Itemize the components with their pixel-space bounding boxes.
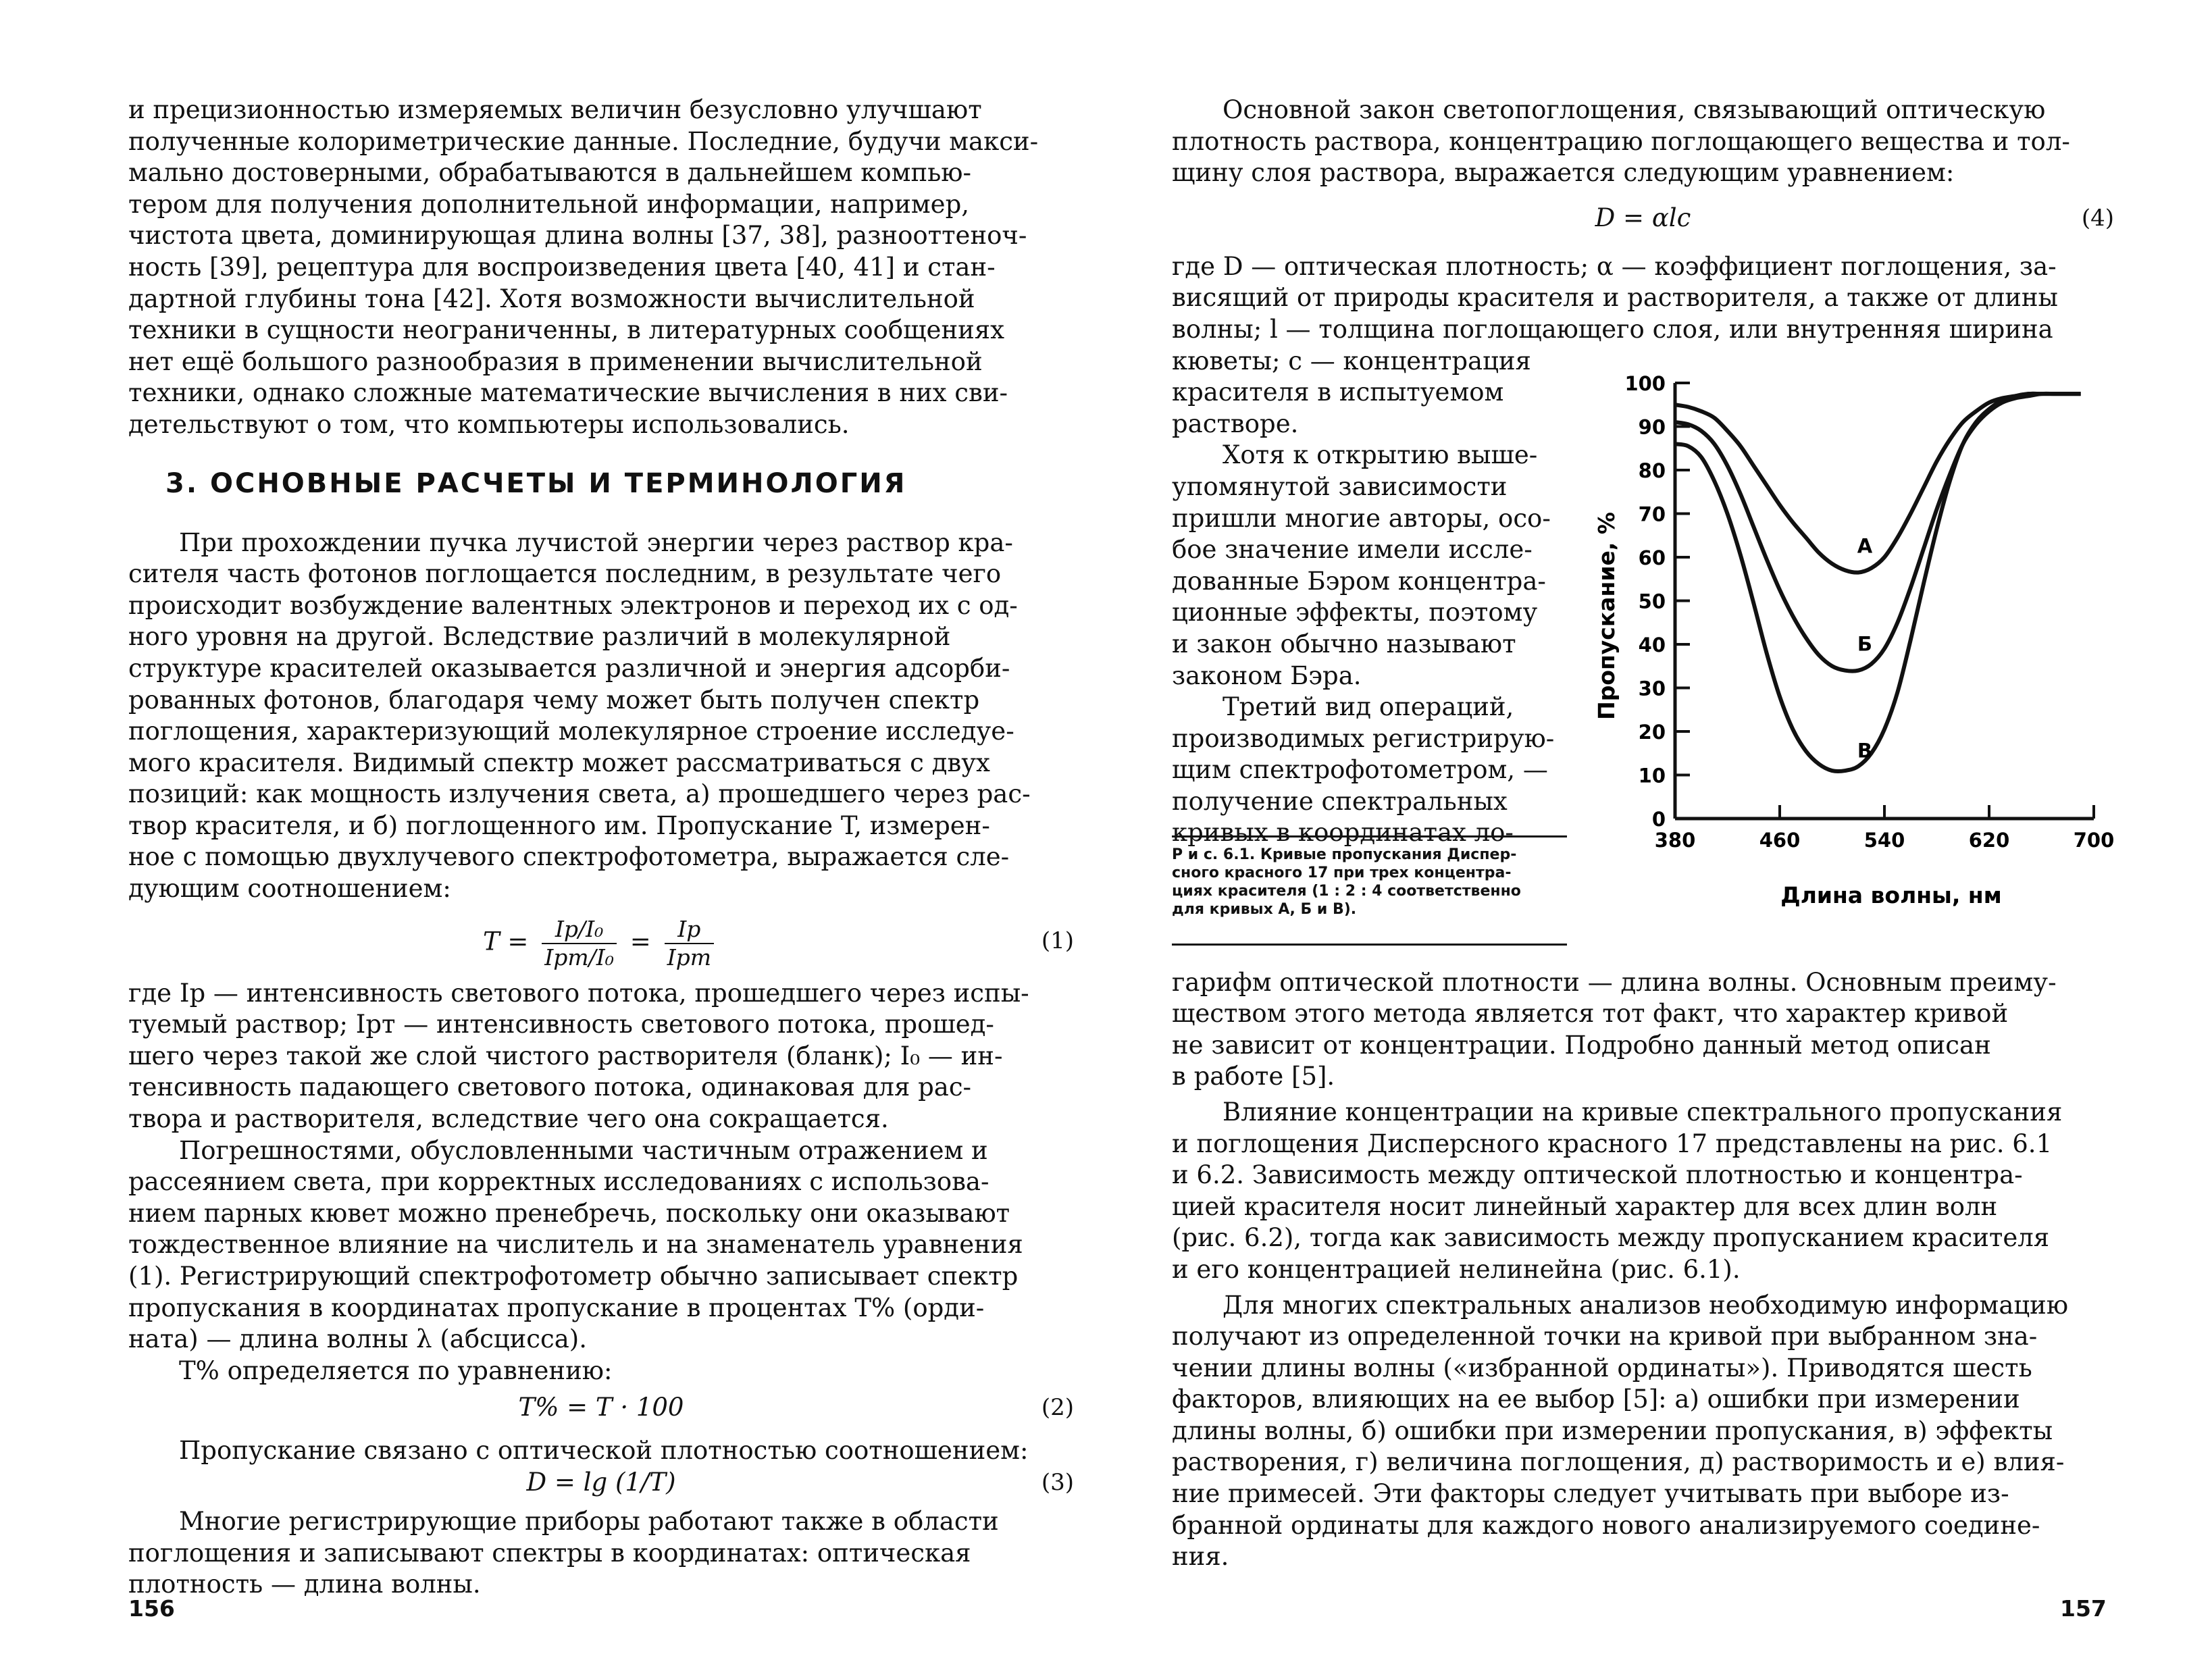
- equation-4: [1172, 203, 2114, 236]
- left-page: [128, 95, 1074, 1601]
- y-tick-label: 0: [1651, 807, 1666, 831]
- y-tick-label: 10: [1638, 764, 1666, 788]
- equation-1: [128, 910, 1074, 973]
- y-tick-label: 50: [1638, 590, 1666, 613]
- series-line-Б: [1675, 393, 2081, 671]
- caption-rule-top: [1172, 835, 1567, 837]
- eq1-fraction-2: [665, 916, 714, 971]
- equation-2: [128, 1392, 1074, 1426]
- eq1-f2-numerator: Iр: [665, 916, 714, 944]
- eq1-lhs: T =: [482, 927, 529, 956]
- y-tick-label: 40: [1638, 633, 1666, 656]
- x-tick-label: 460: [1759, 828, 1801, 852]
- curve-label: А: [1857, 534, 1873, 558]
- chart-x-axis-label: Длина волны, нм: [1780, 881, 2002, 908]
- caption-rule-bottom: [1172, 944, 1567, 946]
- paragraph-beam: При прохождении пучка лучистой энергии через раствор кра- сителя часть фотонов поглощается последним, в результате чего происходит возбуждение валентных электронов и переход их с од- ного уровня на другой. Вследствие различий в молекулярной структуре красителей оказывается различной и энергия адсорби- рованных фотонов, благодаря чему может быть получен спектр поглощения, характеризующий молекулярное строение исследуе- мого красителя. Видимый спектр может рассматриваться с двух позиций: как мощность излучения света, а) прошедшего через рас- твор красителя, и б) поглощенного им. Пропускание T, измерен- ное с помощью двухлучевого спектрофотометра, выражается сле- дующим соотношением:: [128, 527, 1031, 904]
- y-tick-label: 90: [1638, 415, 1666, 439]
- y-tick-label: 70: [1638, 502, 1666, 526]
- chart-y-axis-label: Пропускание, %: [1593, 511, 1620, 720]
- page-number-left: 156: [128, 1595, 175, 1622]
- eq1-f1-numerator: Iр/I₀: [542, 916, 617, 944]
- paragraph-law: Основной закон светопоглощения, связывающий оптическую плотность раствора, концентрацию поглощающего вещества и тол- щину слоя раствора, выражается следующим уравнением:: [1172, 95, 2070, 188]
- chart-series: [1675, 393, 2081, 771]
- section-heading: 3. ОСНОВНЫЕ РАСЧЕТЫ И ТЕРМИНОЛОГИЯ: [165, 467, 907, 499]
- x-tick-label: 700: [2073, 828, 2114, 852]
- paragraph-beer: Хотя к открытию выше- упомянутой зависимости пришли многие авторы, осо- бое значение имели иссле- дованные Бэром концентра- ционные эффекты, поэтому и закон обычно называют законом Бэра.: [1172, 440, 1551, 690]
- y-tick-label: 80: [1638, 459, 1666, 482]
- right-page: [1172, 95, 2114, 1573]
- curve-label: В: [1857, 739, 1872, 763]
- paragraph-errors: Погрешностями, обусловленными частичным отражением и рассеянием света, при корректных исследованиях с использова- нием парных кювет можно пренебречь, поскольку они оказывают тождественное влияние на числитель и на знаменатель уравнения (1). Регистрирующий спектрофотометр обычно записывает спектр пропускания в координатах пропускание в процентах T% (орди- ната) — длина волны λ (абсцисса).: [128, 1135, 1023, 1354]
- eq1-f1-denominator: Iрт/I₀: [544, 944, 615, 971]
- eq1-number: (1): [1041, 927, 1074, 954]
- eq2-expression: T% = T · 100: [518, 1393, 684, 1422]
- paragraph-influence: Влияние концентрации на кривые спектрального пропускания и поглощения Дисперсного красного 17 представлены на рис. 6.1 и 6.2. Зависимость между оптической плотностью и концентра- цией красителя носит линейный характер для всех длин волн (рис. 6.2), тогда как зависимость между пропусканием красителя и его концентрацией нелинейна (рис. 6.1).: [1172, 1097, 2063, 1284]
- curve-label: Б: [1857, 632, 1872, 656]
- paragraph-cuvette: кюветы; c — концентрация красителя в испытуемом растворе.: [1172, 346, 1531, 438]
- x-tick-label: 540: [1863, 828, 1905, 852]
- y-tick-label: 30: [1638, 677, 1666, 700]
- eq1-equals: =: [629, 927, 651, 956]
- text-beside-figure: [1172, 346, 1564, 850]
- paragraph-factors: Для многих спектральных анализов необходимую информацию получают из определенной точки на кривой при выбранном зна- чении длины волны («избранной ординаты»). Приводятся шесть факторов, влияющих на ее выбор [5]: а) ошибки при измерении длины волны, б) ошибки при измерении пропускания, в) эффекты растворения, г) величина поглощения, д) растворимость и е) влия- ние примесей. Эти факторы следует учитывать при выборе из- бранной ординаты для каждого нового анализируемого соедине- ния.: [1172, 1290, 2069, 1572]
- paragraph-many: Многие регистрирующие приборы работают также в области поглощения и записывают спектры в координатах: оптическая плотность — длина волны.: [128, 1506, 999, 1599]
- x-tick-label: 620: [1968, 828, 2010, 852]
- chart-ticks: [1624, 372, 2114, 852]
- paragraph-intro: и прецизионностью измеряемых величин безусловно улучшают полученные колориметрические данные. Последние, будучи макси- мально достоверными, обрабатываются в дальнейшем компью- тером для получения дополнительной информации, например, чистота цвета, доминирующая длина волны [37, 38], разнооттеноч- ность [39], рецептура для воспроизведения цвета [40, 41] и стан- дартной глубины тона [42]. Хотя возможности вычислительной техники в сущности неограниченны, в литературных сообщениях нет ещё большого разнообразия в применении вычислительной техники, однако сложные математические вычисления в них сви- детельствуют о том, что компьютеры использовались.: [128, 95, 1039, 439]
- y-tick-label: 20: [1638, 720, 1666, 744]
- y-tick-label: 60: [1638, 546, 1666, 569]
- equation-3: [128, 1467, 1074, 1501]
- chart-axes: [1675, 383, 2094, 819]
- eq4-number: (4): [2081, 204, 2114, 232]
- figure-row: [1172, 346, 2114, 994]
- eq3-number: (3): [1041, 1468, 1074, 1496]
- paragraph-where: где Iр — интенсивность светового потока, прошедшего через испы- туемый раствор; Iрт — интенсивность светового потока, прошед- шего через такой же слой чистого растворителя (бланк); I₀ — ин- тенсивность падающего светового потока, одинаковая для рас- твора и растворителя, вследствие чего она сокращается.: [128, 978, 1029, 1134]
- eq2-number: (2): [1041, 1394, 1074, 1422]
- paragraph-third: Третий вид операций, производимых регистрирую- щим спектрофотометром, — получение спектральных кривых в координатах ло-: [1172, 692, 1555, 848]
- paragraph-relation: Пропускание связано с оптической плотностью соотношением:: [179, 1436, 1029, 1466]
- series-line-В: [1675, 393, 2081, 771]
- paragraph-where-2: где D — оптическая плотность; α — коэффициент поглощения, за- висящий от природы красителя и растворителя, а также от длины волны; l — толщина поглощающего слоя, или внутренняя ширина: [1172, 251, 2059, 344]
- paragraph-tpct: T% определяется по уравнению:: [179, 1356, 613, 1385]
- y-tick-label: 100: [1624, 371, 1666, 395]
- figure-caption: Р и с. 6.1. Кривые пропускания Диспер- сного красного 17 при трех концентра- циях красителя (1 : 2 : 4 соответственно для кривых А, Б и В).: [1172, 846, 1521, 918]
- transmission-chart: [1587, 309, 2114, 917]
- page-number-right: 157: [2060, 1595, 2107, 1622]
- eq3-expression: D = lg (1/T): [526, 1467, 676, 1497]
- eq1-fraction-1: [542, 916, 617, 971]
- eq4-expression: D = αlc: [1595, 203, 1691, 232]
- x-tick-label: 380: [1654, 828, 1696, 852]
- eq1-f2-denominator: Iрт: [667, 944, 712, 971]
- paragraph-log: гарифм оптической плотности — длина волны. Основным преиму- ществом этого метода является тот факт, что характер кривой не зависит от концентрации. Подробно данный метод описан в работе [5].: [1172, 967, 2057, 1091]
